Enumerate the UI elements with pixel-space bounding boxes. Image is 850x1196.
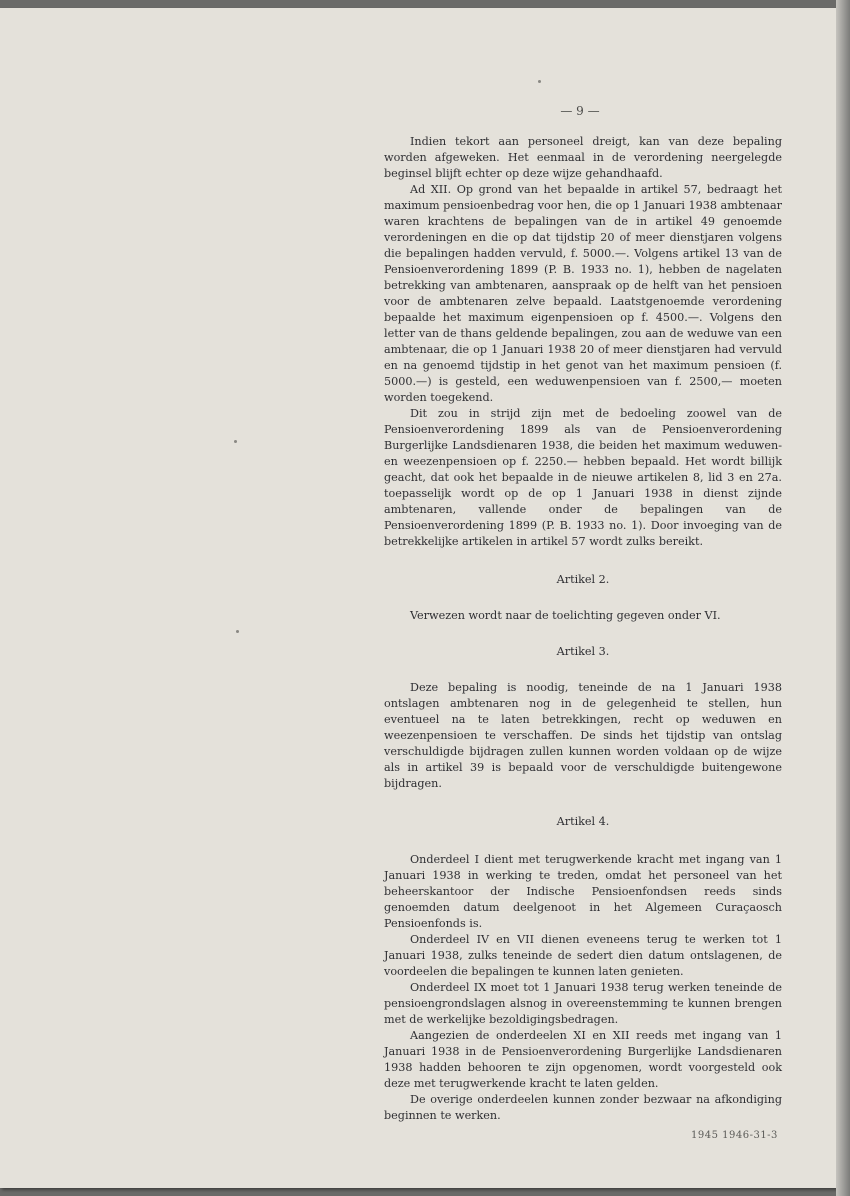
paragraph: Verwezen wordt naar de toelichting gegeven onder VI. bbox=[410, 609, 721, 622]
paragraph: De overige onderdeelen kunnen zonder bezwaar na afkondiging beginnen te werken. bbox=[384, 1093, 782, 1122]
paper-speck bbox=[234, 440, 237, 443]
paragraph: Aangezien de onderdeelen XI en XII reeds met ingang van 1 Januari 1938 in de Pensioenverordening Burgerlijke Landsdienaren 1938 hadden behooren te zijn opgenomen, wordt voorgesteld ook deze met terugwerkende kracht te laten gelden. bbox=[384, 1029, 782, 1090]
heading-artikel-2: Artikel 2. bbox=[556, 573, 610, 586]
heading-artikel-3: Artikel 3. bbox=[556, 645, 610, 658]
paragraph: Indien tekort aan personeel dreigt, kan van deze bepaling worden afgeweken. Het eenmaal in de verordening neergelegde beginsel blijft echter op deze wijze gehandhaafd. bbox=[384, 135, 782, 180]
page-edge bbox=[836, 0, 850, 1196]
page-number: — 9 — bbox=[560, 104, 600, 118]
footer-code: 1945 1946-31-3 bbox=[691, 1130, 778, 1141]
paragraph: Onderdeel I dient met terugwerkende kracht met ingang van 1 Januari 1938 in werking te treden, omdat het personeel van het beheerskantoor der Indische Pensioenfondsen reeds sinds genoemden datum deelgenoot in het Algemeen Curaçaosch Pensioenfonds is. bbox=[384, 853, 782, 930]
heading-artikel-4: Artikel 4. bbox=[556, 815, 610, 828]
paper-speck bbox=[538, 80, 541, 83]
paper-speck bbox=[236, 630, 239, 633]
paragraph: Onderdeel IV en VII dienen eveneens terug te werken tot 1 Januari 1938, zulks teneinde de sedert dien datum ontslagenen, de voordeelen die bepalingen te kunnen laten genieten. bbox=[384, 933, 782, 978]
text-column bbox=[384, 134, 782, 1124]
paragraph-ad-xii: Ad XII. Op grond van het bepaalde in artikel 57, bedraagt het maximum pensioenbedrag voor hen, die op 1 Januari 1938 ambtenaar waren krachtens de bepalingen van de in artikel 49 genoemde verordeningen en die op dat tijdstip 20 of meer dienstjaren volgens die bepalingen hadden vervuld, f. 5000.—. Volgens artikel 13 van de Pensioenverordening 1899 (P. B. 1933 no. 1), hebben de nagelaten betrekking van ambtenaren, aanspraak op de helft van het pensioen voor de ambtenaren zelve bepaald. Laatstgenoemde verordening bepaalde het maximum eigenpensioen op f. 4500.—. Volgens den letter van de thans geldende bepalingen, zou aan de weduwe van een ambtenaar, die op 1 Januari 1938 20 of meer dienstjaren had vervuld en na genoemd tijdstip in het genot van het maximum pensioen (f. 5000.—) is gesteld, een weduwenpensioen van f. 2500,— moeten worden toegekend. bbox=[384, 183, 782, 404]
paragraph: Onderdeel IX moet tot 1 Januari 1938 terug werken teneinde de pensioengrondslagen alsnog in overeenstemming te kunnen brengen met de werkelijke bezoldigingsbedragen. bbox=[384, 981, 782, 1026]
paragraph: Deze bepaling is noodig, teneinde de na 1 Januari 1938 ontslagen ambtenaren nog in de gelegenheid te stellen, hun eventueel na te laten betrekkingen, recht op weduwen en weezenpensioen te verschaffen. De sinds het tijdstip van ontslag verschuldigde bijdragen zullen kunnen worden voldaan op de wijze als in artikel 39 is bepaald voor de verschuldigde buitengewone bijdragen. bbox=[384, 681, 782, 790]
paragraph: Dit zou in strijd zijn met de bedoeling zoowel van de Pensioenverordening 1899 als van de Pensioenverordening Burgerlijke Landsdienaren 1938, die beiden het maximum weduwen- en weezenpensioen op f. 2250.— hebben bepaald. Het wordt billijk geacht, dat ook het bepaalde in de nieuwe artikelen 8, lid 3 en 27a. toepasselijk wordt op de op 1 Januari 1938 in dienst zijnde ambtenaren, vallende onder de bepalingen van de Pensioenverordening 1899 (P. B. 1933 no. 1). Door invoeging van de betrekkelijke artikelen in artikel 57 wordt zulks bereikt. bbox=[384, 407, 782, 548]
